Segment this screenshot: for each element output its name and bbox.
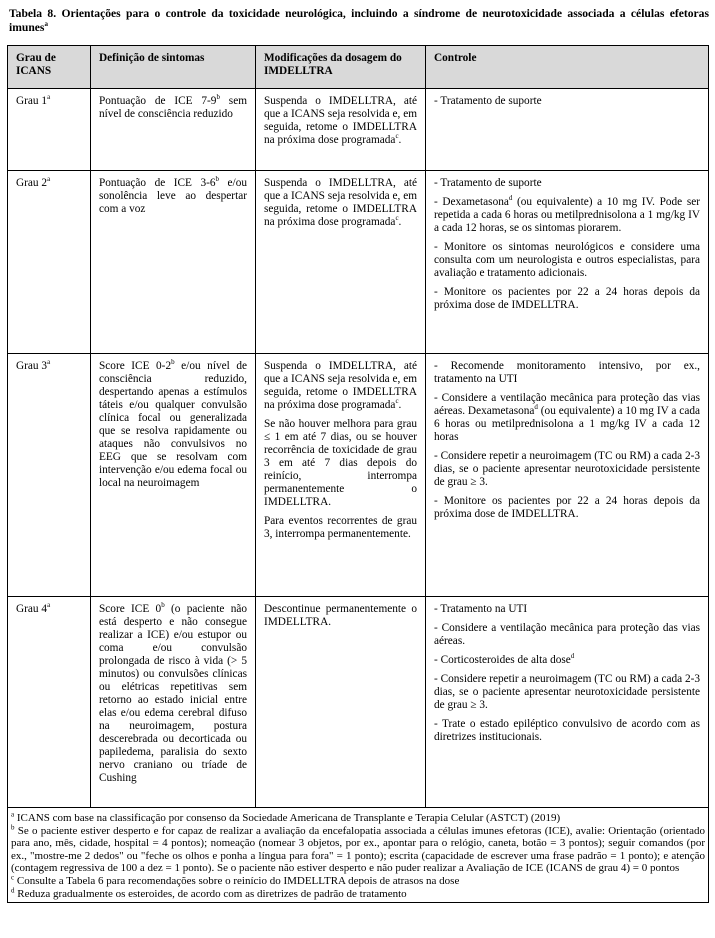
footnote-mark: d	[534, 403, 538, 412]
dose-cell	[256, 89, 426, 171]
definition-cell: Pontuação de ICE 3-6$^b$ e/ou sonolência leve ao despertar com a voz	[91, 171, 256, 354]
header-grade: Grau de ICANS	[8, 46, 91, 89]
header-control: Controle	[426, 46, 709, 89]
footnote-mark: d	[11, 885, 15, 894]
footnote-mark: c	[395, 132, 399, 141]
dose-cell	[256, 171, 426, 354]
definition-cell: Score ICE 0-2$^b$ e/ou nível de consciência reduzido, despertando apenas a estímulos táteis e/ou qualquer convulsão clínica focal ou generalizada que se resolva rapidamente ou ataques não convulsivos no EEG que se resolvam com intervenção e/ou edema focal ou local na neuroimagem	[91, 354, 256, 597]
footnote-mark: b	[215, 175, 220, 184]
grade-cell: Grau 1$^a$	[8, 89, 91, 171]
control-cell	[426, 597, 709, 808]
footnote-mark: a	[47, 358, 51, 367]
footnote-mark: b	[161, 601, 165, 610]
footnote: $^d$ Reduza gradualmente os esteroides, de acordo com as diretrizes de padrão de tratamento	[11, 885, 407, 900]
table-row	[8, 597, 709, 808]
definition-cell: Score ICE 0$^b$ (o paciente não está desperto e não consegue realizar a ICE) e/ou estupor ou coma e/ou convulsão prolongada de risco à vida (> 5 minutos) ou convulsões clínicas ou elétricas repetitivas sem retorno ao estado inicial entre elas e/ou edema cerebral difuso na neuroimagem, postura descerebrada ou decorticada ou papiledema, paralisia do sexto nervo craniano ou tríade de Cushing	[91, 597, 256, 808]
dose-paragraph: Descontinue permanentemente o IMDELLTRA.	[264, 603, 417, 628]
control-item: - Monitore os pacientes por 22 a 24 horas depois da próxima dose de IMDELLTRA.	[434, 495, 700, 520]
table-row	[8, 89, 709, 171]
control-item: - Considere repetir a neuroimagem (TC ou RM) a cada 2-3 dias, se o paciente apresentar neurotoxicidade persistente de grau ≥ 3.	[434, 673, 701, 711]
footnote-mark: a	[11, 810, 15, 819]
grade-cell: Grau 2$^a$	[8, 171, 91, 354]
footnote-mark: a	[47, 175, 51, 184]
table-header-row	[8, 46, 709, 89]
dose-paragraph: Suspenda o IMDELLTRA, até que a ICANS seja resolvida e, em seguida, retome o IMDELLTRA na próxima dose programada$^c$.	[264, 177, 417, 228]
footnotes	[8, 808, 709, 903]
footnote-mark: a	[47, 601, 51, 610]
neurotoxicity-table	[7, 45, 709, 903]
definition-cell: Pontuação de ICE 7-9$^b$ sem nível de consciência reduzido	[91, 89, 256, 171]
control-item: - Monitore os sintomas neurológicos e considere uma consulta com um neurologista e outros especialistas, para avaliação e tratamento adicionais.	[434, 241, 700, 279]
table-row	[8, 171, 709, 354]
dose-paragraph: Suspenda o IMDELLTRA, até que a ICANS seja resolvida e, em seguida, retome o IMDELLTRA na próxima dose programada$^c$.	[264, 360, 417, 411]
footnote: $^b$ Se o paciente estiver desperto e for capaz de realizar a avaliação da encefalopatia associada a células imunes efetoras (ICE), avalie: Orientação (orientado para ano, mês, cidade, hospital = 4 pontos); nomeação (nomear 3 objetos, por ex., apontar para o relógio, caneta, botão = 3 pontos); seguir comandos (por ex., "mostre-me 2 dedos" ou "feche os olhos e ponha a língua para fora" = 1 ponto); escrita (capacidade de escrever uma frase padrão = 1 ponto); e atenção (contagem regressiva de 100 a dez = 1 ponto). Se o paciente não estiver desperto e não puder realizar a Avaliação de ICE (ICANS de grau 4) = 0 pontos	[11, 822, 705, 875]
control-item: - Corticosteroides de alta dose$^d$	[434, 652, 575, 666]
dose-paragraph: Suspenda o IMDELLTRA, até que a ICANS seja resolvida e, em seguida, retome o IMDELLTRA na próxima dose programada$^c$.	[264, 95, 417, 146]
table-row	[8, 354, 709, 597]
control-item: - Considere a ventilação mecânica para proteção das vias aéreas. Dexametasona$^d$ (ou equivalente) a 10 mg IV a cada 6 horas ou metilprednisolona a 1 mg/kg IV a cada 12 horas	[434, 392, 701, 443]
footnote-mark: a	[47, 93, 51, 102]
table-caption: Tabela 8. Orientações para o controle da toxicidade neurológica, incluindo a síndrome de neurotoxicidade associada a células efetoras imunes$^a$	[9, 7, 709, 34]
control-cell	[426, 354, 709, 597]
footnote-mark: c	[11, 873, 15, 882]
dose-paragraph: Se não houver melhora para grau ≤ 1 em até 7 dias, ou se houver recorrência de toxicidade de grau 3 em até 7 dias depois do reinício, interrompa permanentemente o IMDELLTRA.	[264, 418, 417, 508]
footnote: $^a$ ICANS com base na classificação por consenso da Sociedade Americana de Transplante e Terapia Celular (ASTCT) (2019)	[11, 810, 561, 824]
header-dose: Modificações da dosagem do IMDELLTRA	[256, 46, 426, 89]
control-cell	[426, 171, 709, 354]
footnote-mark: d	[508, 194, 513, 203]
footnote-mark: b	[216, 93, 220, 102]
grade-cell: Grau 3$^a$	[8, 354, 91, 597]
footnote-mark: b	[171, 358, 175, 367]
footnote-mark: c	[395, 397, 399, 406]
footnote-mark: b	[11, 822, 15, 831]
footnote-mark: c	[395, 214, 399, 223]
control-item: - Considere repetir a neuroimagem (TC ou RM) a cada 2-3 dias, se o paciente apresentar neurotoxicidade persistente de grau ≥ 3.	[434, 450, 701, 488]
footnote: $^c$ Consulte a Tabela 6 para recomendações sobre o reinício do IMDELLTRA depois de atrasos na dose	[11, 873, 460, 887]
control-item: - Dexametasona$^d$ (ou equivalente) a 10 mg IV. Pode ser repetida a cada 6 horas ou metilprednisolona a 1 mg/kg IV a cada 12 horas, se os sintomas piorarem.	[434, 194, 700, 234]
header-definition: Definição de sintomas	[91, 46, 256, 89]
control-item: - Tratamento de suporte	[434, 95, 542, 107]
dose-cell	[256, 597, 426, 808]
control-item: - Recomende monitoramento intensivo, por ex., tratamento na UTI	[434, 360, 700, 385]
footnote-mark: d	[570, 652, 575, 661]
control-item: - Monitore os pacientes por 22 a 24 horas depois da próxima dose de IMDELLTRA.	[434, 286, 700, 311]
footnotes-row	[8, 808, 709, 903]
control-item: - Tratamento na UTI	[434, 603, 528, 615]
control-item: - Tratamento de suporte	[434, 177, 542, 189]
dose-paragraph: Para eventos recorrentes de grau 3, interrompa permanentemente.	[264, 515, 417, 540]
control-item: - Trate o estado epiléptico convulsivo de acordo com as diretrizes institucionais.	[434, 718, 700, 743]
control-cell	[426, 89, 709, 171]
dose-cell	[256, 354, 426, 597]
control-item: - Considere a ventilação mecânica para proteção das vias aéreas.	[434, 622, 700, 647]
grade-cell: Grau 4$^a$	[8, 597, 91, 808]
